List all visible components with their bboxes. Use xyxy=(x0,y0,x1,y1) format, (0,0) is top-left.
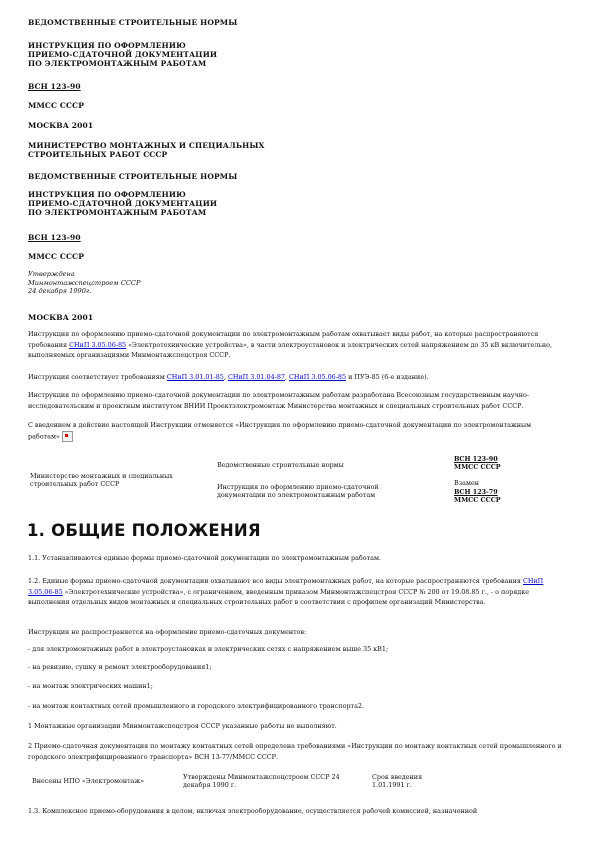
compliance-paragraph xyxy=(28,372,564,383)
table-old-org: ММСС СССР xyxy=(454,495,501,504)
snip-link[interactable]: СНиП 3.01.04-87 xyxy=(227,373,285,381)
paragraph-1-3: 1.3. Комплексное приемо-оборудования в целом, включая электрооборудование, осуществляется рабочей комиссией, назначенной xyxy=(28,807,478,815)
document-code-2: ВСН 123-90 xyxy=(28,233,81,242)
approved-by: Утверждены Минмонтажспецстроем СССР 24 декабря 1990 г. xyxy=(183,773,340,790)
table-ministry-cell: Министерство монтажных и специальных строительных работ СССР xyxy=(30,472,173,489)
instruction-title-line: ИНСТРУКЦИЯ ПО ОФОРМЛЕНИЮ xyxy=(28,41,186,50)
organization: ММСС СССР xyxy=(28,101,85,110)
cancellation-paragraph xyxy=(28,420,564,442)
snip-link[interactable]: СНиП 3.05.06-85 xyxy=(289,373,347,381)
table-title-cell: Инструкция по оформлению приемо-сдаточной документации по электромонтажным работам xyxy=(217,483,379,500)
city-year: МОСКВА 2001 xyxy=(28,121,94,130)
approval-line: Минмонтажспецстроем СССР xyxy=(28,278,141,287)
paragraph-1-1: 1.1. Устанавливаются единые формы приемо-сдаточной документации по электромонтажным работам. xyxy=(28,554,381,562)
table-code-cell xyxy=(454,455,554,504)
ministry-name xyxy=(28,141,265,159)
intro-text: «Электротехнические устройства», в части электроустановок и электрических сетей напряжением до 35 кВ включительно, выполняемых организациями Минмонтажспецстроя СССР. xyxy=(28,340,552,359)
paragraph-text: 1.2. Единые формы приемо-сдаточной документации охватывают все виды электромонтажных работ, на которые распространяются требования xyxy=(28,577,523,585)
approval-line: Утверждена xyxy=(28,270,75,278)
footnote-1: 1 Монтажные организации Минмонтажспецстроя СССР указанные работы не выполняют. xyxy=(28,722,337,730)
city-year-2: МОСКВА 2001 xyxy=(28,313,94,322)
table-org: ММСС СССР xyxy=(454,463,501,472)
snip-link[interactable]: СНиП 3.01.01-85 xyxy=(166,373,224,381)
effective-date-block xyxy=(372,773,472,789)
effective-date: 1.01.1991 г. xyxy=(372,781,412,790)
instruction-title-line: ПРИЕМО-СДАТОЧНОЙ ДОКУМЕНТАЦИИ xyxy=(28,199,218,209)
separator: , xyxy=(223,373,228,381)
footnote-2: 2 Приемо-сдаточная документация по монтажу контактных сетей определена требованиями «Инструкции по монтажу контактных сетей промышленного и городского электрифицированного транспорта» ВСН 13-77/ММСС СССР. xyxy=(28,742,562,761)
scope-paragraph: Инструкция не распространяется на оформление приемо-сдаточных документов: xyxy=(28,628,307,636)
instruction-title-line: ПО ЭЛЕКТРОМОНТАЖНЫМ РАБОТАМ xyxy=(28,208,207,218)
scope-list-item: - на монтаж электрических машин1; xyxy=(28,682,153,690)
intro-text: Инструкция по оформлению приемо-сдаточной документации по электромонтажным работам охватывает виды работ, на которые распространяются требования xyxy=(28,330,539,349)
approval-block xyxy=(28,270,140,296)
cancellation-text: С введением в действие настоящей Инструкции отменяется «Инструкция по оформлению приемо-сдаточной документации по электромонтажным работам» xyxy=(28,421,532,440)
broken-image-icon xyxy=(62,431,73,442)
norms-title: ВЕДОМСТВЕННЫЕ СТРОИТЕЛЬНЫЕ НОРМЫ xyxy=(28,18,238,27)
separator: , xyxy=(284,373,290,381)
effective-label: Срок введения xyxy=(372,773,423,781)
organization-2: ММСС СССР xyxy=(28,252,85,261)
paragraph-1-2 xyxy=(28,576,564,608)
table-norms-cell: Ведомственные строительные нормы xyxy=(217,461,344,469)
table-old-code: ВСН 123-79 xyxy=(454,487,498,496)
ministry-name-line: СТРОИТЕЛЬНЫХ РАБОТ СССР xyxy=(28,150,168,160)
approval-line: 24 декабря 1990г. xyxy=(28,287,92,296)
compliance-text: Инструкция соответствует требованиям xyxy=(28,373,167,381)
introduced-by: Внесены НПО «Электромонтаж» xyxy=(32,777,145,785)
instruction-title-line: ПО ЭЛЕКТРОМОНТАЖНЫМ РАБОТАМ xyxy=(28,59,207,69)
scope-list-item: - на монтаж контактных сетей промышленного и городского электрифицированного транспорта2. xyxy=(28,702,364,710)
compliance-text: и ПУЭ-85 (6-е издание). xyxy=(346,373,429,381)
developer-paragraph: Инструкция по оформлению приемо-сдаточной документации по электромонтажным работам разработана Всесоюзным государственным научно-исследовательским и проектным институтом ВНИИ Проектэлектромонтаж Министерства монтажных и специальных строительных работ СССР. xyxy=(28,391,530,410)
table-code: ВСН 123-90 xyxy=(454,455,498,463)
table-instead: Взамен xyxy=(454,479,480,488)
document-code: ВСН 123-90 xyxy=(28,82,81,91)
section-heading: 1. ОБЩИЕ ПОЛОЖЕНИЯ xyxy=(27,521,261,540)
instruction-title-line: ИНСТРУКЦИЯ ПО ОФОРМЛЕНИЮ xyxy=(28,190,186,199)
scope-list-item: - для электромонтажных работ в электроустановках и электрических сетях с напряжением выше 35 кВ1; xyxy=(28,645,389,653)
snip-link[interactable]: СНиП 3.05.06-85 xyxy=(69,340,127,349)
snip-link[interactable]: СНиП 3.05.06-85 xyxy=(28,577,544,596)
intro-paragraph xyxy=(28,329,564,361)
instruction-title xyxy=(28,41,217,69)
scope-list-item: - на ревизию, сушку и ремонт электрооборудования1; xyxy=(28,663,212,671)
ministry-name-line: МИНИСТЕРСТВО МОНТАЖНЫХ И СПЕЦИАЛЬНЫХ xyxy=(28,141,265,150)
instruction-title-line: ПРИЕМО-СДАТОЧНОЙ ДОКУМЕНТАЦИИ xyxy=(28,50,218,60)
norms-title-2: ВЕДОМСТВЕННЫЕ СТРОИТЕЛЬНЫЕ НОРМЫ xyxy=(28,172,238,181)
instruction-title-2 xyxy=(28,190,217,218)
paragraph-text: «Электротехнические устройства», с ограничением, введенным приказом Минмонтажспецстроя СССР № 200 от 19.08.85 г., - о порядке выполнения отдельных видов монтажных и специальных строительных работ в соответствии с профилем организаций Министерства. xyxy=(28,587,529,606)
